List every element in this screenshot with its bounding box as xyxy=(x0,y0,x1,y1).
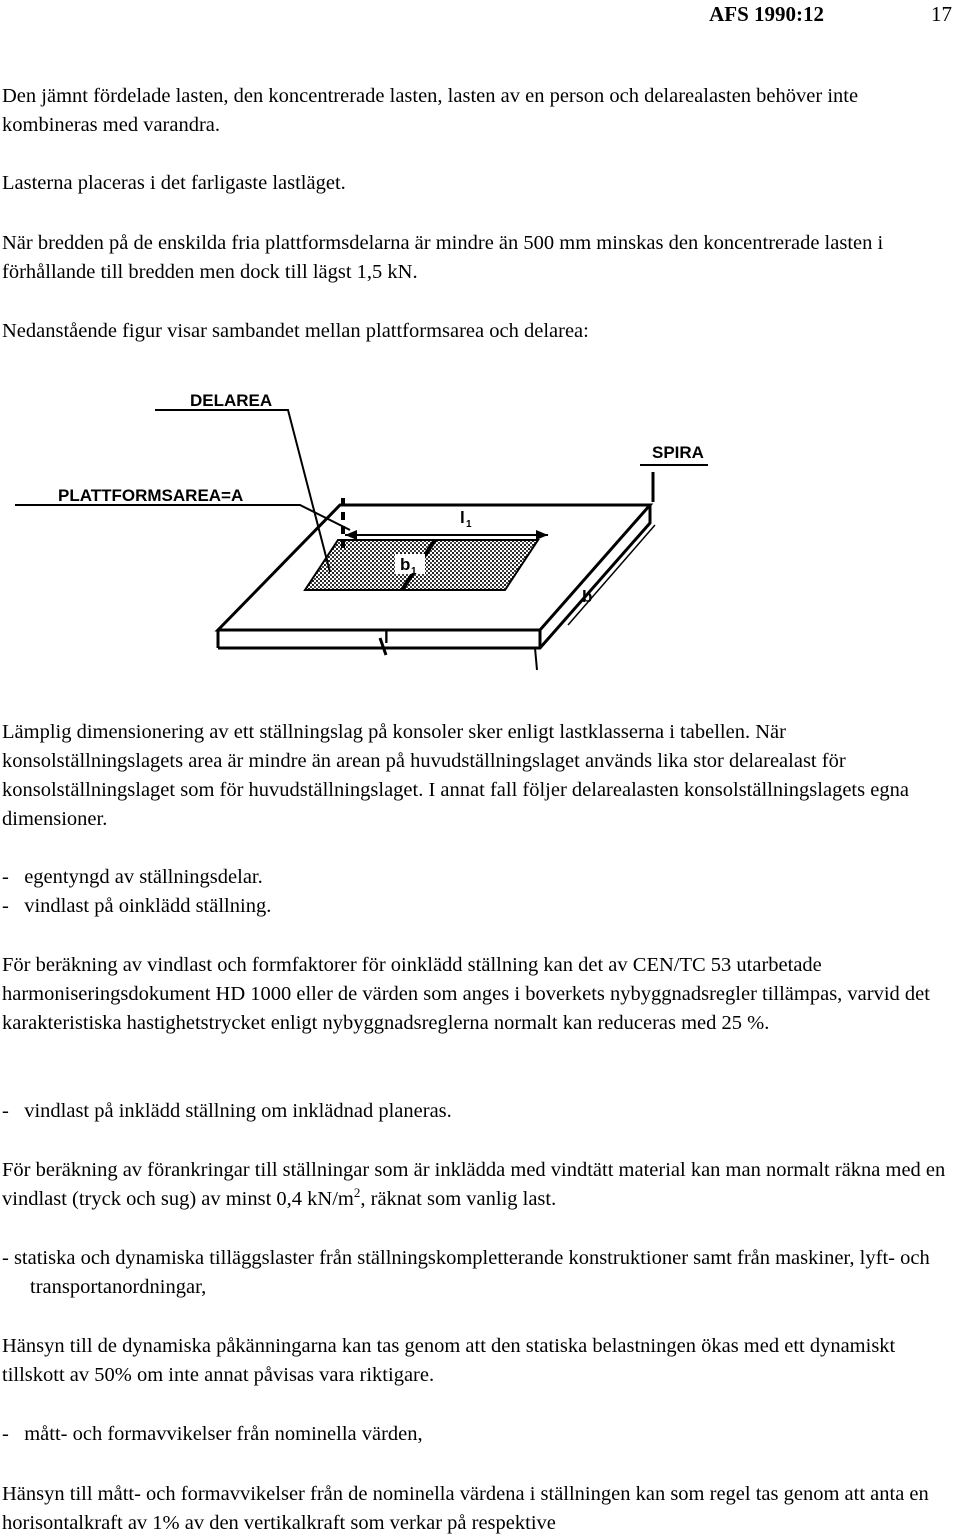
list-item-self-weight: - egentyngd av ställningsdelar. xyxy=(2,866,263,888)
label-plattformsarea: PLATTFORMSAREA=A xyxy=(58,486,244,505)
list-item-wind-unclad: - vindlast på oinklädd ställning. xyxy=(2,895,272,917)
paragraph-load-placement: Lasterna placeras i det farligaste lastläget. xyxy=(2,172,346,194)
plattformsarea-leader xyxy=(15,505,350,530)
platform-area-figure xyxy=(0,380,960,680)
b-dimension-tick xyxy=(535,648,537,670)
list-item-additional-loads: - statiska och dynamiska tilläggslaster från ställningskompletterande konstruktioner samt från maskiner, lyft- och transportanordningar, xyxy=(2,1247,930,1298)
label-b1: b xyxy=(400,555,411,574)
anchoring-text-part2: , räknat som vanlig last. xyxy=(360,1188,557,1210)
l1-arrow-right xyxy=(536,530,548,540)
b-dimension-line xyxy=(568,525,655,625)
paragraph-width-reduction: När bredden på de enskilda fria plattformsdelarna är mindre än 500 mm minskas den koncentrerade lasten i förhållande till bredden men dock till lägst 1,5 kN. xyxy=(2,232,884,283)
label-l: l xyxy=(384,628,389,647)
anchoring-superscript: 2 xyxy=(353,1185,361,1200)
list-item-wind-clad: - vindlast på inklädd ställning om inklädnad planeras. xyxy=(2,1100,452,1122)
paragraph-figure-intro: Nedanstående figur visar sambandet mellan plattformsarea och delarea: xyxy=(2,320,589,342)
label-b: b xyxy=(582,587,593,606)
anchoring-text-part1: För beräkning av förankringar till ställningar som är inklädda med vindtätt material kan man normalt räkna med en vindlast (tryck och sug) av minst 0,4 kN/m xyxy=(2,1159,946,1210)
paragraph-wind-calculation: För beräkning av vindlast och formfaktorer för oinklädd ställning kan det av CEN/TC 53 utarbetade harmoniseringsdokument HD 1000 eller de värden som anges i boverkets nybyggnadsregler tillämpas, varvid det karakteristiska hastighetstrycket enligt nybyggnadsreglerna normalt kan reduceras med 25 %. xyxy=(2,954,930,1034)
paragraph-load-combination: Den jämnt fördelade lasten, den koncentrerade lasten, lasten av en person och delarealasten behöver inte kombineras med varandra. xyxy=(2,85,859,136)
page-number: 17 xyxy=(931,2,952,26)
label-spira: SPIRA xyxy=(652,443,704,462)
paragraph-console-dimensioning: Lämplig dimensionering av ett ställningslag på konsoler sker enligt lastklasserna i tabellen. När konsolställningslagets area är mindre än arean på huvudställningslaget används lika stor delarealast för konsolställningslaget som för huvudställningslaget. I annat fall följer delarealasten konsolställningslagets egna dimensioner. xyxy=(2,721,909,830)
document-id: AFS 1990:12 xyxy=(709,2,824,26)
label-b1-subscript: 1 xyxy=(411,566,417,577)
list-item-deviations: - mått- och formavvikelser från nominella värden, xyxy=(2,1423,423,1445)
paragraph-horizontal-force: Hänsyn till mått- och formavvikelser från de nominella värdena i ställningen kan som regel tas genom att anta en horisontalkraft av 1% av den vertikalkraft som verkar på respektive xyxy=(2,1483,929,1534)
l1-arrow-left xyxy=(345,530,357,540)
paragraph-anchoring xyxy=(2,1156,952,1214)
platform-area-diagram xyxy=(0,380,960,680)
paragraph-dynamic-loads: Hänsyn till de dynamiska påkänningarna kan tas genom att den statiska belastningen ökas med ett dynamiskt tillskott av 50% om inte annat påvisas vara riktigare. xyxy=(2,1335,896,1386)
label-l1: l xyxy=(460,508,465,527)
label-delarea: DELAREA xyxy=(190,391,273,410)
label-l1-subscript: 1 xyxy=(466,519,472,530)
page-header xyxy=(0,2,956,26)
